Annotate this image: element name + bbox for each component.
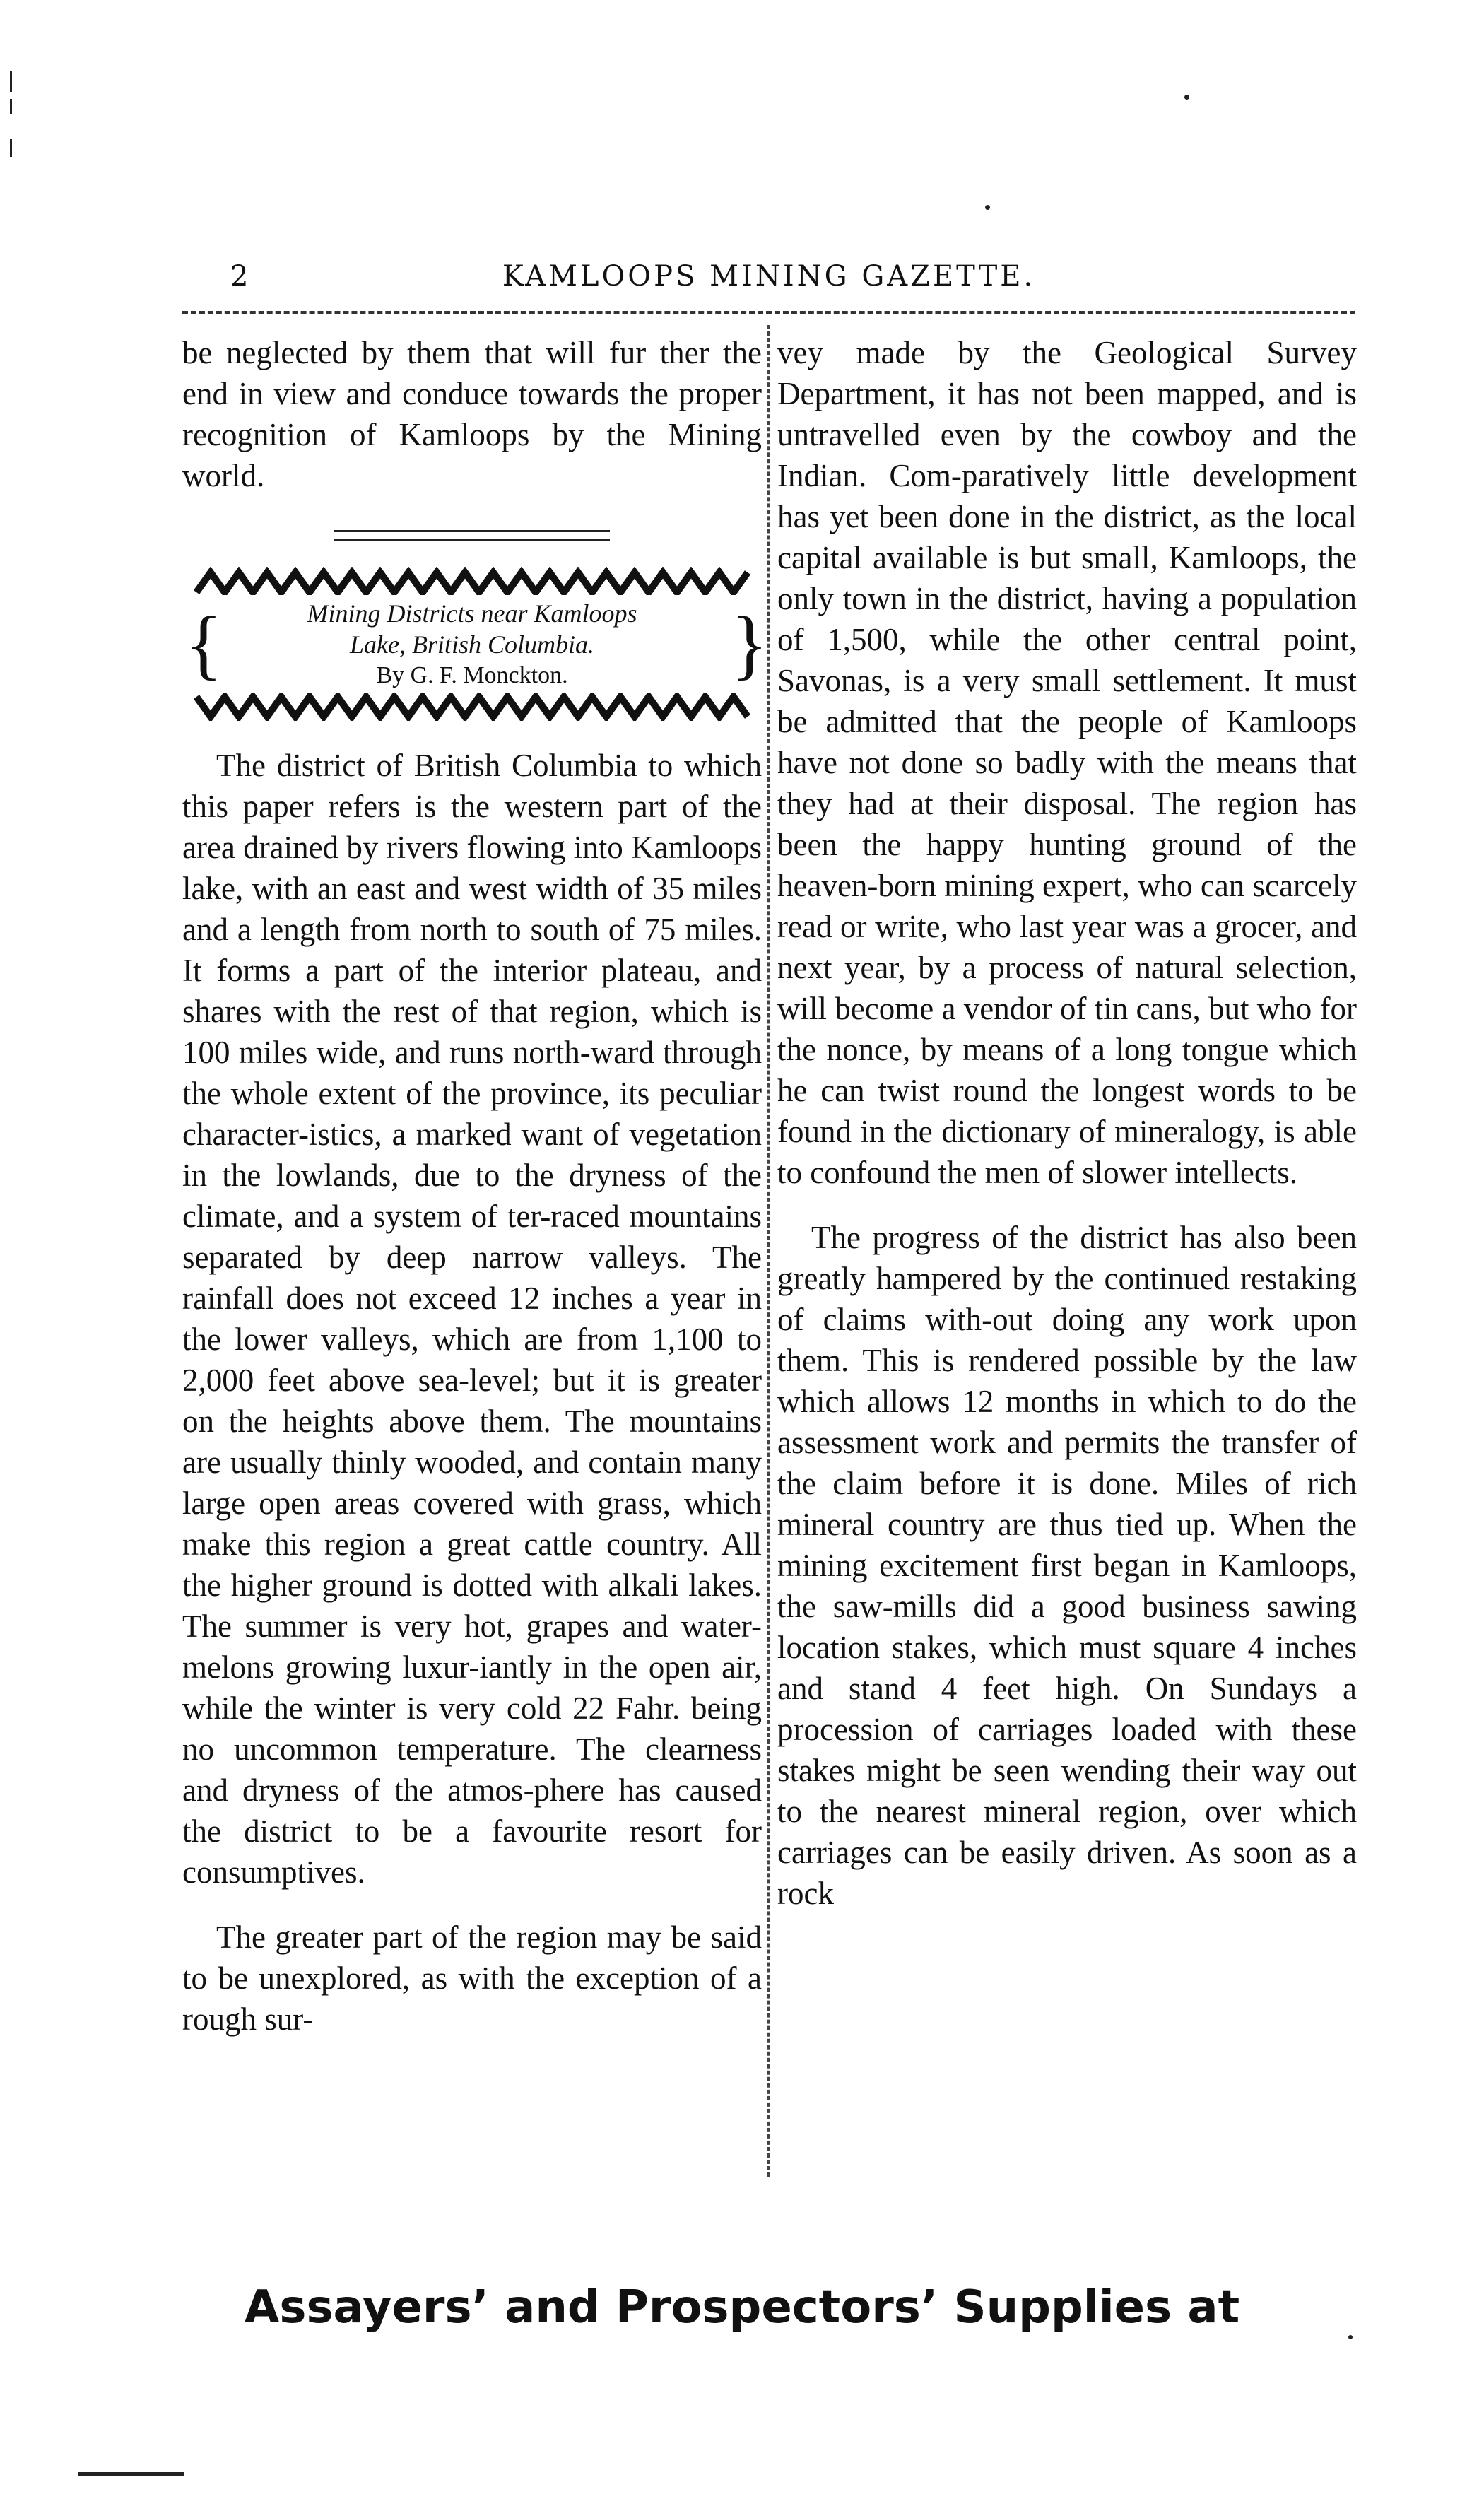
section-divider [334, 530, 610, 541]
body-paragraph: The progress of the district has also been greatly hampered by the continued restaking of claims with-out doing any work upon them. This is rendered possible by the law which allows 12 months in which to do the assessment work and permits the transfer of the claim before it is done. Miles of rich mineral country are thus tied up. When the mining excitement first began in Kamloops, the saw-mills did a good business sawing location stakes, which must square 4 inches and stand 4 feet high. On Sundays a procession of carriages loaded with these stakes might be seen wending their way out to the nearest mineral region, over which carriages can be easily driven. As soon as a rock [777, 1220, 1357, 1911]
margin-mark [78, 2472, 184, 2476]
footer-advertisement: Assayers’ and Prospectors’ Supplies at [244, 2281, 1240, 2334]
ink-dot [985, 205, 990, 210]
margin-mark [10, 99, 12, 114]
header-rule [182, 311, 1355, 314]
column-divider [767, 325, 770, 2177]
ornamental-border-top [182, 567, 762, 595]
right-column [777, 332, 1357, 1914]
page-header [182, 260, 1355, 302]
masthead-title: KAMLOOPS MINING GAZETTE. [502, 260, 1036, 293]
article-title [225, 598, 719, 691]
body-paragraph: The district of British Columbia to which this paper refers is the western part of the area drained by rivers flowing into Kamloops lake, with an east and west width of 35 miles and a length from north to south of 75 miles. It forms a part of the interior plateau, and shares with the rest of that region, which is 100 miles wide, and runs north-ward through the whole extent of the province, its peculiar character-istics, a marked want of vegetation in the lowlands, due to the dryness of the climate, and a system of ter-raced mountains separated by deep narrow valleys. The rainfall does not exceed 12 inches a year in the lower valleys, which are from 1,100 to 2,000 feet above sea-level; but it is greater on the heights above them. The mountains are usually thinly wooded, and contain many large open areas covered with grass, which make this region a great cattle country. All the higher ground is dotted with alkali lakes. The summer is very hot, grapes and water-melons growing luxur-iantly in the open air, while the winter is very cold 22 Fahr. being no uncommon temperature. The clearness and dryness of the atmos-phere has caused the district to be a favourite resort for consumptives. [182, 748, 762, 1890]
page-number: 2 [230, 260, 249, 293]
ornamental-bracket-right: } [731, 601, 768, 687]
ink-dot [1348, 2335, 1353, 2339]
title-line-2: Lake, British Columbia. [349, 630, 594, 659]
ornamental-bracket-left: { [185, 601, 223, 687]
ink-dot [1184, 95, 1189, 100]
article-author: By G. F. Monckton. [376, 662, 568, 688]
article-title-box [182, 567, 768, 721]
left-column [182, 332, 768, 2040]
body-paragraph: The greater part of the region may be said to be unexplored, as with the exception of a rough sur- [182, 1919, 762, 2037]
body-paragraph: vey made by the Geological Survey Department, it has not been mapped, and is untravelled even by the cowboy and the Indian. Com-paratively little development has yet been done in the district, as the local capital available is but small, Kamloops, the only town in the district, having a population of 1,500, while the other central point, Savonas, is a very small settlement. It must be admitted that the people of Kamloops have not done so badly with the means that they had at their disposal. The region has been the happy hunting ground of the heaven-born mining expert, who can scarcely read or write, who last year was a grocer, and next year, by a process of natural selection, will become a vendor of tin cans, but who for the nonce, by means of a long tongue which he can twist round the longest words to be found in the dictionary of mineralogy, is able to confound the men of slower intellects. [777, 335, 1357, 1190]
ornamental-border-bottom [182, 693, 762, 721]
margin-mark [10, 139, 12, 157]
title-line-1: Mining Districts near Kamloops [307, 599, 637, 628]
intro-paragraph: be neglected by them that will fur ther the end in view and conduce towards the proper recognition of Kamloops by the Mining world. [182, 335, 762, 493]
margin-mark [10, 71, 12, 92]
